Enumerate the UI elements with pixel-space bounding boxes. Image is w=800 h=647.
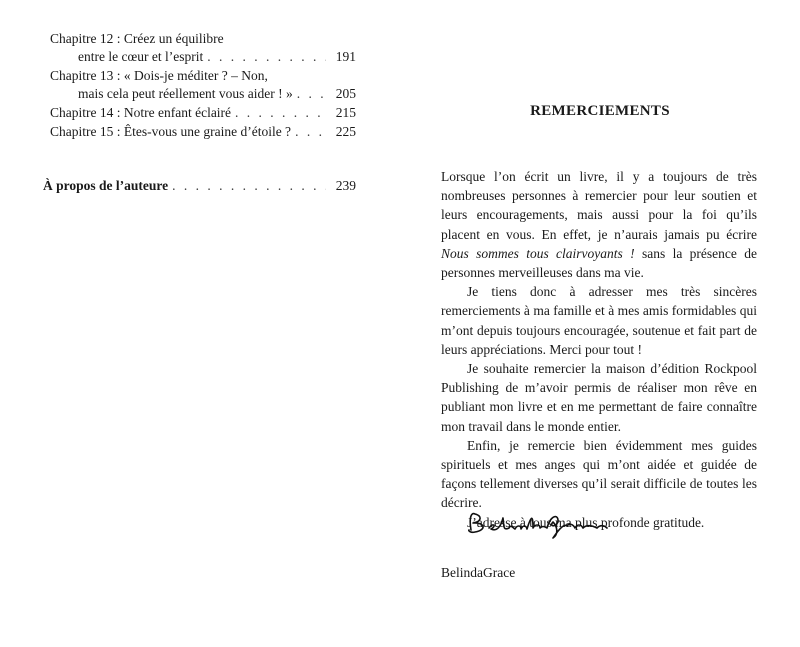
toc-entry-title: Chapitre 14 : Notre enfant éclairé [50, 105, 232, 120]
toc-leader-dots [207, 48, 326, 66]
toc-leader-dots [235, 104, 326, 122]
paragraph-3: Je souhaite remercier la maison d’édition Rockpool Publishing de m’avoir permis de réaliser mon rêve en publiant mon livre et en me permettant de faire connaître mon travail dans le monde entier. [441, 361, 757, 434]
paragraph-5: J’adresse à tous ma plus profonde gratitude. [467, 514, 705, 530]
toc-entry-title-cont: mais cela peut réellement vous aider ! » [78, 86, 293, 101]
toc-page-number: 239 [335, 178, 356, 193]
paragraph-1-start: Lorsque l’on écrit un livre, il y a toujours de très nombreuses personnes à remercier pour leur soutien et leurs encouragements, mais aussi pour la foi qu’ils placent en vous. En effet, je n’aurais jamais pu écrire [441, 169, 757, 242]
toc-page-number: 215 [335, 105, 356, 120]
handwritten-signature [463, 504, 613, 544]
table-of-contents [50, 30, 356, 142]
toc-entry-chapter-14[interactable] [50, 104, 356, 122]
paragraph-1-end: sans la présence de personnes merveilleuses dans ma vie. [441, 245, 757, 281]
toc-leader-dots [172, 177, 326, 195]
paragraph-4: Enfin, je remercie bien évidemment mes guides spirituels et mes anges qui m’ont aidée et guidée de façons tellement diverses qu’il serait difficile de toutes les décrire. [441, 437, 757, 511]
toc-entry-title: Chapitre 15 : Êtes-vous une graine d’étoile ? [50, 124, 292, 139]
paragraph-2: Je tiens donc à adresser mes très sincères remerciements à ma famille et à mes amis formidables qui m’ont depuis toujours encouragée, soutenue et fait part de leurs appréciations. Merci pour tout ! [441, 284, 757, 357]
toc-about-title: À propos de l’auteure [43, 178, 169, 193]
toc-entry-title-cont: entre le cœur et l’esprit [78, 49, 204, 64]
toc-page-number: 191 [335, 49, 356, 64]
author-name: BelindaGrace [441, 565, 516, 580]
toc-entry-about-author[interactable] [43, 177, 356, 195]
toc-entry-chapter-15[interactable] [50, 123, 356, 141]
acknowledgements-body [441, 167, 757, 532]
toc-leader-dots [295, 123, 326, 141]
toc-entry-title: Chapitre 12 : Créez un équilibre [50, 31, 224, 46]
toc-entry-chapter-12[interactable] [50, 30, 356, 66]
acknowledgements-heading: REMERCIEMENTS [530, 103, 670, 119]
toc-entry-chapter-13[interactable] [50, 67, 356, 103]
toc-page-number: 225 [335, 124, 356, 139]
toc-leader-dots [297, 85, 326, 103]
paragraph-1 [441, 167, 757, 282]
toc-page-number: 205 [335, 86, 356, 101]
toc-entry-title: Chapitre 13 : « Dois-je méditer ? – Non, [50, 68, 268, 83]
book-title: Nous sommes tous clairvoyants ! [441, 245, 635, 261]
